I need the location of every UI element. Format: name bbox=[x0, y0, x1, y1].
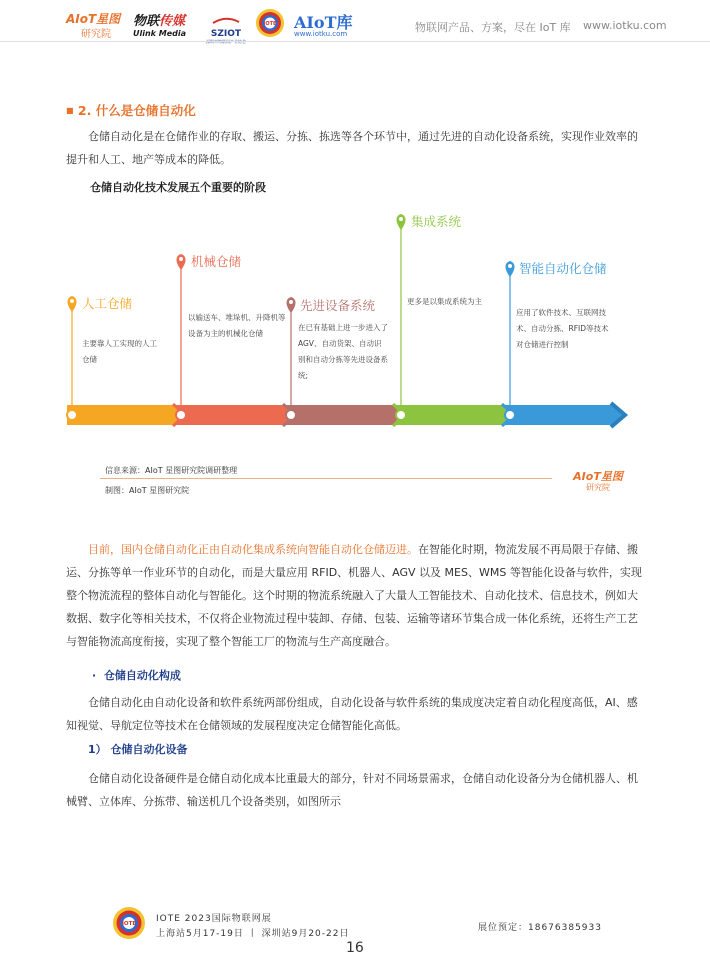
paragraph-smart-period-text bbox=[66, 538, 646, 653]
figure-title: 仓储自动化技术发展五个重要的阶段 bbox=[90, 181, 266, 194]
aiotku-logo-text: AIoT库 bbox=[294, 13, 353, 32]
stage-desc-1: 主要靠人工实现的人工仓储 bbox=[82, 339, 157, 364]
section-intro bbox=[66, 125, 646, 171]
section-title-marker: ■ bbox=[66, 106, 74, 115]
page-number: 16 bbox=[346, 940, 364, 956]
sziot-logo-sub bbox=[204, 39, 248, 45]
composition-text-block bbox=[66, 691, 646, 737]
stage-pin-5-icon bbox=[506, 261, 515, 277]
figure-source: 信息来源：AIoT 星图研究院调研整理 bbox=[105, 466, 238, 475]
svg-text:IOTE: IOTE bbox=[121, 921, 137, 927]
stage-label-1: 人工仓储 bbox=[82, 296, 133, 311]
stage-arrow-1 bbox=[67, 405, 181, 425]
stage-label-4: 集成系统 bbox=[411, 214, 462, 229]
figure-brand-logo bbox=[568, 468, 628, 493]
footer-expo-dates: 上海站5月17-19日 丨 深圳站9月20-22日 bbox=[156, 929, 350, 939]
header-slogan: 物联网产品、方案，尽在 IoT 库 bbox=[415, 21, 571, 34]
stage-desc-4: 更多是以集成系统为主 bbox=[407, 297, 482, 306]
equipment-text-block bbox=[66, 767, 646, 813]
svg-text:IOTE: IOTE bbox=[263, 21, 277, 27]
figure-source-divider bbox=[100, 478, 552, 479]
paragraph-smart-period bbox=[66, 538, 646, 653]
stage-arrow-2 bbox=[173, 405, 291, 425]
footer-expo-title: IOTE 2023国际物联网展 bbox=[156, 914, 272, 924]
footer-iote-logo-icon bbox=[112, 906, 146, 940]
sziot-logo-text: SZIOT bbox=[210, 29, 242, 39]
stage-node-5 bbox=[505, 410, 515, 420]
stage-arrow-5 bbox=[502, 405, 623, 425]
stage-label-2: 机械仓储 bbox=[191, 254, 242, 269]
footer-booking: 展位预定：18676385933 bbox=[478, 923, 602, 933]
stage-desc-2: 以输送车、堆垛机、升降机等设备为主的机械化仓储 bbox=[188, 313, 286, 338]
composition-title bbox=[92, 667, 181, 683]
stage-label-5: 智能自动化仓储 bbox=[519, 261, 607, 276]
stage-arrow-3 bbox=[283, 405, 401, 425]
aiotku-logo bbox=[294, 10, 356, 40]
stage-pin-2-icon bbox=[177, 254, 186, 270]
ulink-logo-text-a: 物联 bbox=[133, 14, 160, 29]
stage-pin-4-icon bbox=[397, 214, 406, 230]
figure-brand-text: AIoT星图 bbox=[573, 470, 623, 483]
equipment-subtitle: 1） 仓储自动化设备 bbox=[88, 743, 188, 756]
stage-arrow-4 bbox=[393, 405, 510, 425]
composition-text: 仓储自动化由自动化设备和软件系统两部份组成，自动化设备与软件系统的集成度决定着自动化程度高低，AI、感知视觉、导航定位等技术在仓储领域的发展程度决定仓储智能化高低。 bbox=[66, 696, 638, 732]
stage-node-4 bbox=[396, 410, 406, 420]
composition-bullet: · bbox=[92, 669, 97, 682]
ulink-media-logo bbox=[133, 10, 191, 40]
stage-node-2 bbox=[176, 410, 186, 420]
stage-desc-3: 在已有基础上进一步进入了AGV、自动货架、自动识别和自动分拣等先进设备系统; bbox=[298, 323, 388, 380]
header-divider bbox=[0, 41, 710, 42]
ulink-logo-sub: Ulink Media bbox=[133, 29, 187, 38]
stage-pin-1-icon bbox=[68, 296, 77, 312]
sziot-logo bbox=[204, 10, 248, 38]
page-header bbox=[0, 0, 710, 42]
section-intro-text: 仓储自动化是在仓储作业的存取、搬运、分拣、拣选等各个环节中，通过先进的自动化设备系统，实现作业效率的提升和人工、地产等成本的降低。 bbox=[66, 130, 638, 166]
aiot-logo-sub: 研究院 bbox=[81, 29, 111, 40]
section-title-text: 2. 什么是仓储自动化 bbox=[77, 103, 196, 118]
aiotku-logo-sub: www.iotku.com bbox=[294, 30, 348, 38]
sziot-swoosh-icon bbox=[211, 17, 241, 25]
paragraph-rest: 在智能化时期，物流发展不再局限于存储、搬运、分拣等单一作业环节的自动化，而是大量应用 RFID、机器人、AGV 以及 MES、WMS 等智能化设备与软件，实现整个物流流程的整体自动化与智能化。这个时期的物流系统融入了大量人工智能技术、自动化技术、信息技术，例如大数据、数字化等相关技术，不仅将企业物流过程中装卸、存储、包装、运输等诸环节集合成一体化系统，还将生产工艺与智能物流高度衔接，实现了整个智能工厂的物流与生产高度融合。 bbox=[66, 543, 642, 648]
aiot-logo bbox=[66, 10, 126, 40]
stage-node-3 bbox=[286, 410, 296, 420]
stage-label-3: 先进设备系统 bbox=[300, 298, 376, 313]
composition-title-text: 仓储自动化构成 bbox=[103, 669, 181, 682]
equipment-text: 仓储自动化设备硬件是仓储自动化成本比重最大的部分，针对不同场景需求，仓储自动化设备分为仓储机器人、机械臂、立体库、分拣带、输送机几个设备类别，如图所示 bbox=[66, 772, 638, 808]
header-site-link[interactable]: www.iotku.com bbox=[583, 19, 667, 32]
stage-node-1 bbox=[67, 410, 77, 420]
figure-maker: 制图：AIoT 星图研究院 bbox=[105, 486, 190, 495]
aiot-logo-text: AIoT星图 bbox=[66, 12, 121, 26]
figure-brand-sub: 研究院 bbox=[586, 483, 610, 492]
stage-desc-5: 应用了软件技术、互联网技术、自动分拣、RFID等技术对仓储进行控制 bbox=[516, 308, 609, 349]
iote-logo-icon bbox=[255, 8, 285, 38]
section-title bbox=[66, 101, 196, 119]
paragraph-highlight: 目前，国内仓储自动化正由自动化集成系统向智能自动化仓储迈进。 bbox=[88, 543, 418, 556]
ulink-logo-text-b: 传媒 bbox=[159, 14, 186, 29]
stage-pin-3-icon bbox=[287, 297, 296, 313]
